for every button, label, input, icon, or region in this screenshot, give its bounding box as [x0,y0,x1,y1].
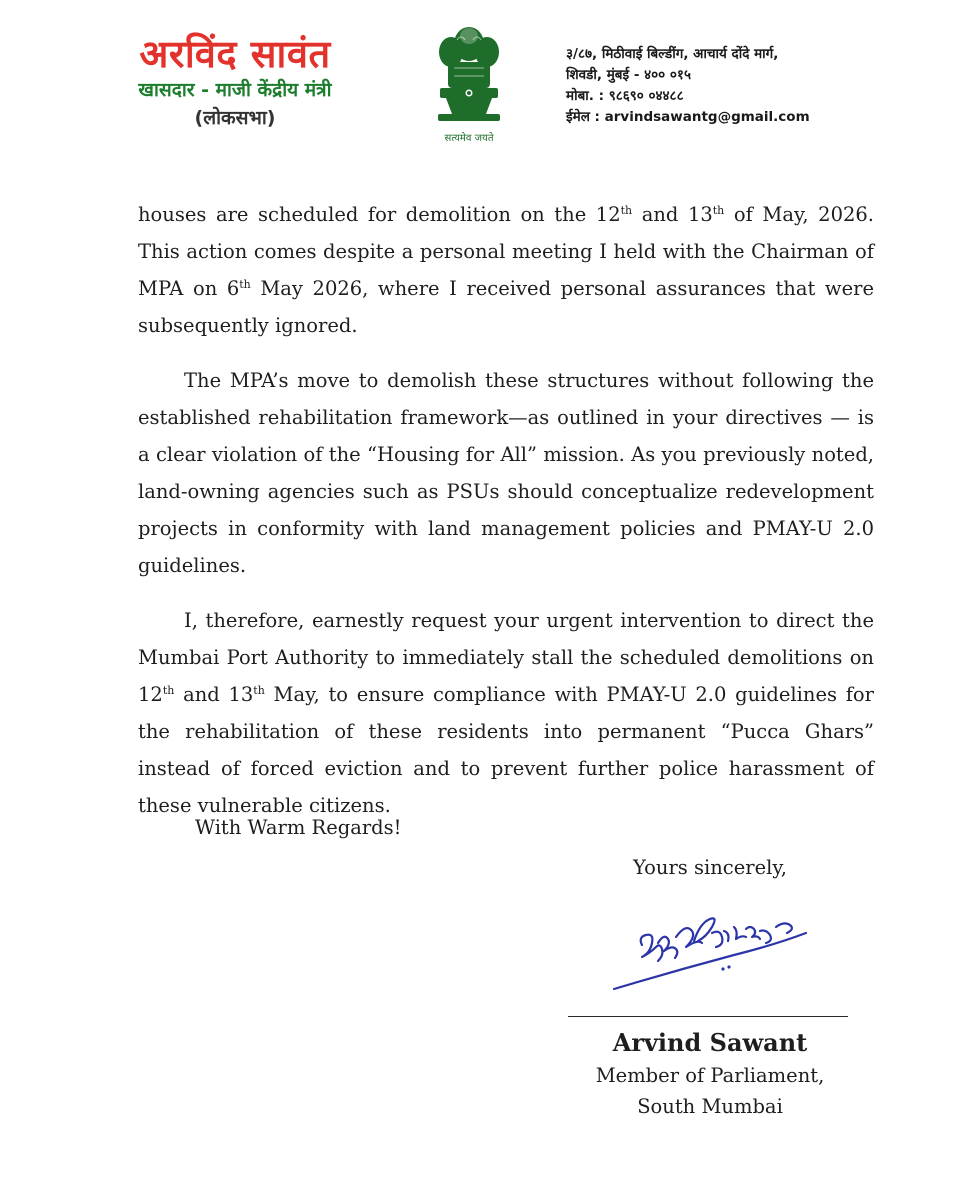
mp-designation-marathi: खासदार - माजी केंद्रीय मंत्री [138,79,332,101]
p1-sup-2: th [712,204,725,217]
p1-text-3: of May, 2026. This action comes despite a personal meeting I held with the Chairman of MPA on 6 [138,203,874,300]
p1-text-1: houses are scheduled for demolition on the 12 [138,203,621,226]
emblem-motto: सत्यमेव जयते [444,133,494,144]
p3-sup-2: th [253,684,265,697]
mobile-number: मोबा. : ९८६९० ०४४८८ [566,88,684,104]
p1-text-4: May 2026, where I received personal assurances that were subsequently ignored. [138,277,874,337]
paragraph-3 [138,602,874,824]
national-emblem-graphic [424,22,514,132]
paragraph-1 [138,196,874,344]
signature-graphic [584,897,834,1002]
signatory-name: Arvind Sawant [612,1028,808,1057]
address-line-1: ३/८७, मिठीवाई बिल्डींग, आचार्य दोंदे मार्ग, [566,46,779,62]
signature-line [568,1016,848,1017]
closing-salutation: Yours sincerely, [633,856,787,879]
national-emblem-icon [424,22,514,152]
signatory-block [560,1026,860,1122]
paragraph-2: The MPA’s move to demolish these structures without following the established rehabilitation framework—as outlined in your directives — is a clear violation of the “Housing for All” mission. As you previously noted, land-owning agencies such as PSUs should conceptualize redevelopment projects in conformity with land management policies and PMAY-U 2.0 guidelines. [138,369,874,577]
p3-text-1: I, therefore, earnestly request your urgent intervention to direct the Mumbai Port Authority to immediately stall the scheduled demolitions on 12 [138,609,874,706]
mp-house-marathi: (लोकसभा) [194,107,276,129]
letterhead-contact [566,44,906,128]
address-line-2: शिवडी, मुंबई - ४०० ०१५ [566,67,691,83]
regards-line: With Warm Regards! [195,816,402,839]
signatory-role: Member of Parliament, [595,1064,825,1087]
signatory-constituency: South Mumbai [637,1095,783,1118]
p1-sup-3: th [239,278,251,291]
p1-sup-1: th [620,204,633,217]
p3-sup-1: th [162,684,175,697]
mp-name-marathi: अरविंद सावंत [139,32,331,76]
handwritten-signature [584,897,834,1002]
letterhead-identity [100,32,370,132]
letter-body [138,196,874,824]
letterhead [0,0,960,165]
email-address: ईमेल : arvindsawantg@gmail.com [566,109,810,125]
p1-text-2: and 13 [632,203,713,226]
p3-text-2: and 13 [174,683,254,706]
p3-text-3: May, to ensure compliance with PMAY-U 2.0 guidelines for the rehabilitation of these residents into permanent “Pucca Ghars” instead of forced eviction and to prevent further police harassment of these vulnerable citizens. [138,683,874,817]
